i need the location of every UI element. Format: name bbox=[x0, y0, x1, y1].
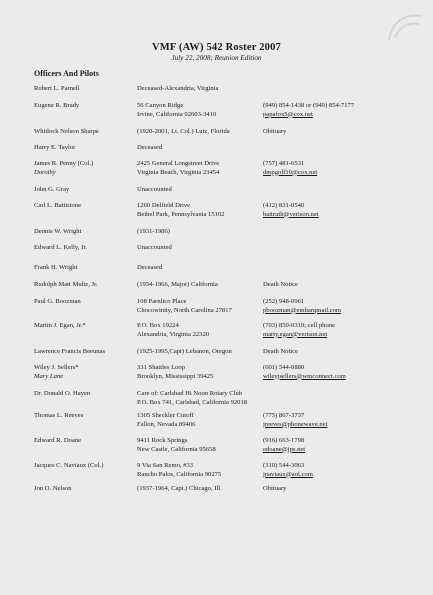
spouse-name: Dorothy bbox=[34, 168, 56, 176]
member-name-text: Eugene R. Brady bbox=[34, 102, 80, 109]
address-line: P.O. Box 741, Carlsbad, California 92018 bbox=[137, 398, 248, 406]
member-contact bbox=[263, 160, 317, 177]
member-name-text: Dr. Donald O. Hayen bbox=[34, 390, 91, 397]
member-contact bbox=[263, 102, 354, 119]
phone-number: (412) 831-0540 bbox=[263, 202, 305, 209]
member-name-text: Edward R. Doane bbox=[34, 437, 82, 444]
section-heading: Officers And Pilots bbox=[34, 69, 99, 78]
address-line: 56 Canyon Ridge bbox=[137, 102, 184, 109]
spouse-name: Mary Lane bbox=[34, 372, 64, 380]
memorial-note: Death Notice bbox=[263, 281, 298, 288]
email-link[interactable]: dmpgolf10@cox.net bbox=[263, 168, 318, 176]
address-line: 331 Shattles Loop bbox=[137, 364, 185, 371]
address-line: Alexandria, Virginia 22320 bbox=[137, 330, 210, 338]
member-name-text: Thomas L. Reeves bbox=[34, 412, 84, 419]
memorial-note: Death Notice bbox=[263, 348, 298, 355]
email-link[interactable]: jreeves@phonewave.net bbox=[263, 420, 328, 428]
member-contact bbox=[263, 281, 298, 290]
member-name-text: Dennis W. Wright bbox=[34, 228, 82, 235]
member-address bbox=[137, 264, 162, 273]
member-address bbox=[137, 102, 216, 119]
member-name bbox=[34, 390, 90, 399]
email-link[interactable]: jnaviaux@aol.com bbox=[263, 470, 313, 478]
member-name bbox=[34, 298, 81, 307]
address-line: 1305 Sheckler Cutoff bbox=[137, 412, 194, 419]
member-name-text: Rudolph Matt Multz, Jr. bbox=[34, 281, 98, 288]
address-line: Virginia Beach, Virginia 23454 bbox=[137, 168, 220, 176]
address-line: Deceased bbox=[137, 144, 163, 151]
member-address bbox=[137, 348, 232, 357]
member-name bbox=[34, 228, 81, 237]
address-line: P.O. Box 19224 bbox=[137, 322, 179, 329]
phone-number: (252) 948-0961 bbox=[263, 298, 305, 305]
phone-number: (703) 850-0310; cell phone bbox=[263, 322, 335, 329]
phone-number: (757) 481-6531 bbox=[263, 160, 305, 167]
member-contact bbox=[263, 437, 305, 454]
member-address bbox=[137, 244, 172, 253]
address-line: 1260 Delfield Drive bbox=[137, 202, 191, 209]
member-address bbox=[137, 160, 219, 177]
member-address bbox=[137, 128, 230, 137]
address-line: Brooklyn, Mississippi 39425 bbox=[137, 372, 214, 380]
member-name-text: John G. Gray bbox=[34, 186, 70, 193]
document-subtitle: July 22, 2008; Reunion Edition bbox=[171, 54, 262, 62]
member-name bbox=[34, 364, 79, 381]
member-contact bbox=[263, 322, 335, 339]
phone-number: (916) 663-1798 bbox=[263, 437, 305, 444]
member-name bbox=[34, 412, 83, 421]
address-line: Unaccounted bbox=[137, 244, 172, 251]
address-line: 108 Parnlico Place bbox=[137, 298, 187, 305]
member-name bbox=[34, 264, 77, 273]
member-name bbox=[34, 244, 87, 253]
address-line: Irvine, California 92603-3410 bbox=[137, 110, 217, 118]
member-name-text: Paul G. Boozman bbox=[34, 298, 81, 305]
memorial-note: Obituary bbox=[263, 485, 287, 492]
email-link[interactable]: battruth@verison.net bbox=[263, 210, 319, 218]
member-address bbox=[137, 281, 218, 290]
address-line: Unaccounted bbox=[137, 186, 172, 193]
member-name bbox=[34, 202, 81, 211]
address-line: Bethel Park, Pennsylvania 15102 bbox=[137, 210, 225, 218]
address-line: Chocowinity, North Carolina 27817 bbox=[137, 306, 232, 314]
email-link[interactable]: wileyjsellers@wmconnect.com bbox=[263, 372, 346, 380]
member-address bbox=[137, 186, 172, 195]
member-address bbox=[137, 298, 232, 315]
document-title: VMF (AW) 542 Roster 2007 bbox=[151, 42, 282, 53]
email-link[interactable]: pboozman@embarqmail.com bbox=[263, 306, 342, 314]
member-name bbox=[34, 348, 105, 357]
phone-number: (775) 867-3737 bbox=[263, 412, 305, 419]
address-line: Deceased-Alexandria, Virginia bbox=[137, 85, 219, 92]
address-line: (1931-1986) bbox=[137, 228, 170, 235]
member-name-text: Whitlock Nelson Sharpe bbox=[34, 128, 99, 135]
member-name bbox=[34, 186, 69, 195]
member-address bbox=[137, 485, 222, 494]
phone-number: (601) 544-0880 bbox=[263, 364, 305, 371]
address-line: (1937-1964, Capt.) Chicago, Ill. bbox=[137, 485, 222, 492]
member-contact bbox=[263, 364, 346, 381]
member-name-text: Wiley J. Sellers* bbox=[34, 364, 79, 371]
phone-number: (310) 544-3063 bbox=[263, 462, 305, 469]
member-name-text: Frank H. Wright bbox=[34, 264, 78, 271]
member-address bbox=[137, 228, 170, 237]
member-name-text: Martin J. Egan, Jr.* bbox=[34, 322, 86, 329]
address-line: (1925-1995,Capt) Lebanon, Oregon bbox=[137, 348, 232, 355]
member-name bbox=[34, 281, 98, 290]
address-line: New Castle, California 95658 bbox=[137, 445, 216, 453]
corner-smudge-mark bbox=[385, 10, 425, 46]
member-address bbox=[137, 462, 221, 479]
member-contact bbox=[263, 128, 286, 137]
member-name bbox=[34, 144, 75, 153]
member-contact bbox=[263, 412, 327, 429]
address-line: (1920-2001, Lt. Col.) Lutz, Florida bbox=[137, 128, 230, 135]
member-address bbox=[137, 202, 225, 219]
member-name bbox=[34, 462, 103, 471]
member-contact bbox=[263, 298, 341, 315]
member-name-text: Robert L. Parnell bbox=[34, 85, 80, 92]
member-name bbox=[34, 322, 86, 331]
member-contact bbox=[263, 202, 319, 219]
member-address bbox=[137, 437, 216, 454]
member-name-text: Jacques C. Naviaux (Col.) bbox=[34, 462, 104, 469]
member-name-text: Jon O. Nelson bbox=[34, 485, 72, 492]
member-address bbox=[137, 390, 247, 407]
member-name bbox=[34, 160, 93, 177]
member-address bbox=[137, 412, 195, 429]
address-line: Deceased bbox=[137, 264, 163, 271]
address-line: Care of: Carlsbad Hi Noon Rotary Club bbox=[137, 390, 243, 397]
member-name-text: Carl L. Battistone bbox=[34, 202, 82, 209]
phone-number: (949) 854-1438 or (949) 854-7177 bbox=[263, 102, 355, 109]
member-name bbox=[34, 485, 72, 494]
member-contact bbox=[263, 485, 286, 494]
member-address bbox=[137, 322, 209, 339]
member-address bbox=[137, 85, 218, 94]
address-line: 2425 General Longstreet Drive bbox=[137, 160, 220, 167]
address-line: Fallon, Nevada 89406 bbox=[137, 420, 196, 428]
member-name-text: Lawrence Francis Beeunas bbox=[34, 348, 106, 355]
address-line: 9 Via San Remo, #33 bbox=[137, 462, 194, 469]
member-name bbox=[34, 437, 81, 446]
memorial-note: Obituary bbox=[263, 128, 287, 135]
member-name-text: James R. Penny (Col.) bbox=[34, 160, 94, 167]
member-name bbox=[34, 85, 80, 94]
email-link[interactable]: papafox5@cox.net bbox=[263, 110, 313, 118]
email-link[interactable]: marty.egan@verison.net bbox=[263, 330, 328, 338]
member-name-text: Edward L. Kelly, Jr. bbox=[34, 244, 88, 251]
member-name-text: Harry E. Taylor bbox=[34, 144, 76, 151]
member-contact bbox=[263, 348, 298, 357]
address-line: 9411 Rock Springs bbox=[137, 437, 188, 444]
member-address bbox=[137, 144, 162, 153]
member-name bbox=[34, 102, 79, 111]
member-address bbox=[137, 364, 213, 381]
member-name bbox=[34, 128, 99, 137]
address-line: (1934-1966, Major) California bbox=[137, 281, 218, 288]
member-contact bbox=[263, 462, 313, 479]
email-link[interactable]: edoane@jps.net bbox=[263, 445, 306, 453]
address-line: Rancho Palos, California 90275 bbox=[137, 470, 222, 478]
